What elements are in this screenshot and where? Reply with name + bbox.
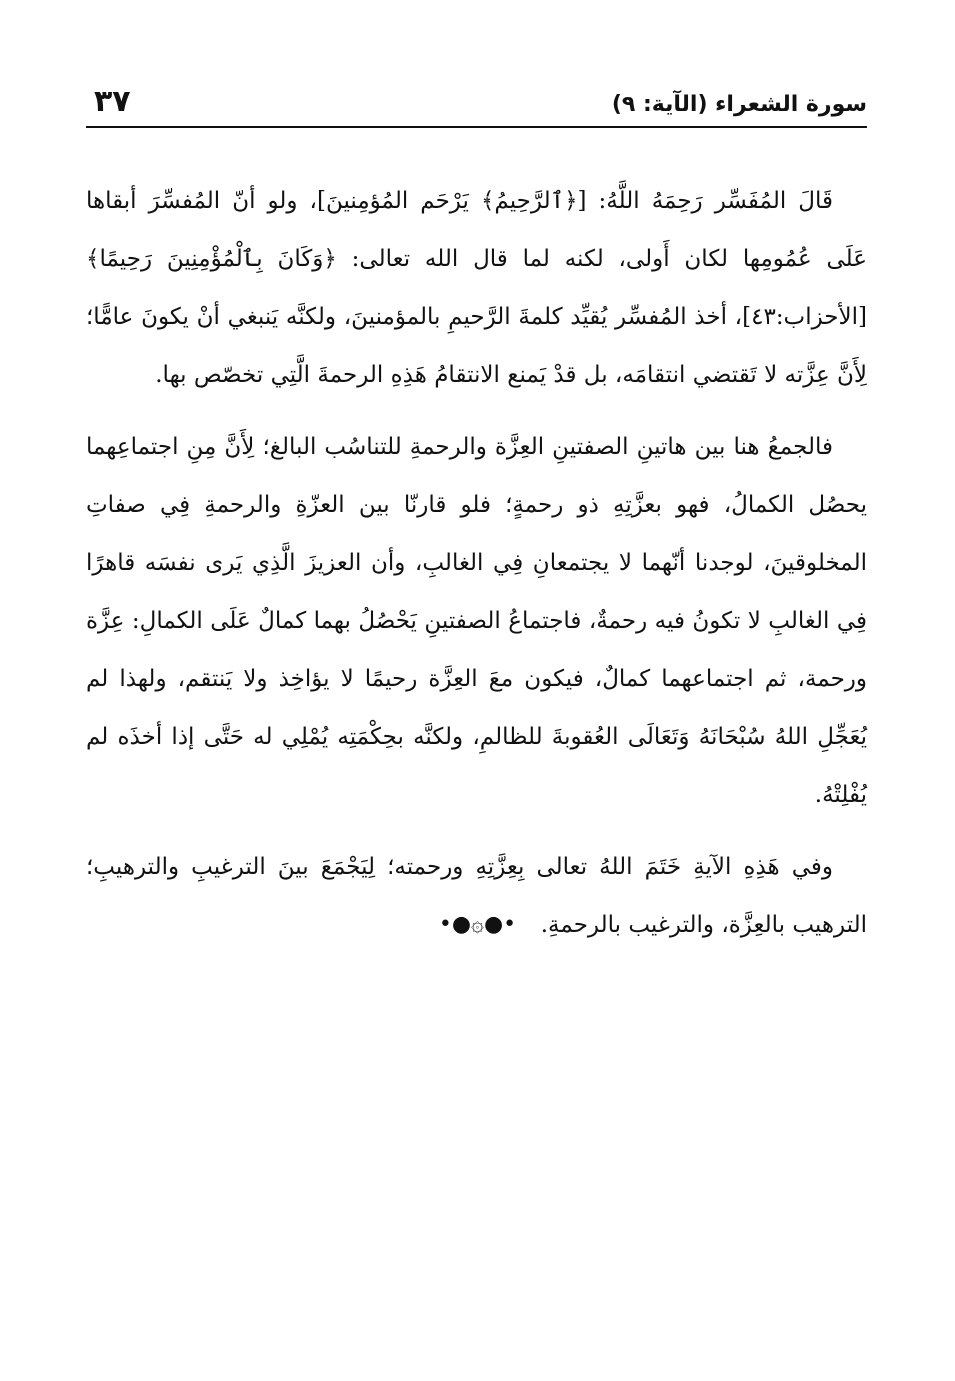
paragraph-2: فالجمعُ هنا بين هاتينِ الصفتينِ العِزَّة والرحمةِ للتناسُب البالغ؛ لِأَنَّ مِنِ اجتماعِهما يحصُل الكمالُ، فهو بعزَّتِهِ ذو رحمةٍ؛ فلو قارنّا بين العزّةِ والرحمةِ فِي صفاتِ المخلوقينَ، لوجدنا أنّهما لا يجتمعانِ فِي الغالبِ، وأن العزيزَ الَّذِي يَرى نفسَه قاهرًا فِي الغالبِ لا تكونُ فيه رحمةٌ، فاجتماعُ الصفتينِ يَحْصُلُ بهما كمالٌ عَلَى الكمالِ: عِزَّة ورحمة، ثم اجتماعهما كمالٌ، فيكون معَ العِزَّة رحيمًا لا يؤاخِذ ولا يَنتقم، ولهذا لم يُعَجِّلِ اللهُ سُبْحَانَهُ وَتَعَالَى العُقوبةَ للظالمِ، ولكنَّه بحِكْمَتِه يُمْلِي له حَتَّى إذا أخذَه لم يُفْلِتْهُ. bbox=[86, 434, 867, 808]
page-number: ٣٧ bbox=[94, 84, 131, 119]
section-end-ornament: •●۞●• bbox=[438, 912, 517, 937]
header-divider bbox=[86, 126, 867, 128]
paragraph-1: قَالَ المُفَسِّر رَحِمَهُ اللَّهُ: [﴿ٱلرَّحِيمُ﴾ يَرْحَم المُؤمِنينَ]، ولو أنّ المُفسِّرَ أبقاها عَلَى عُمُومِها لكان أَولى، لكنه لما قال الله تعالى: ﴿وَكَانَ بِٱلْمُؤْمِنِينَ رَحِيمًا﴾ [الأحزاب:٤٣]، أخذ المُفسِّر يُقيِّد كلمةَ الرَّحيمِ بالمؤمنينَ، ولكنَّه يَنبغي أنْ يكونَ عامًّا؛ لِأَنَّ عِزَّته لا تَقتضي انتقامَه، بل قدْ يَمنع الانتقامُ هَذِهِ الرحمةَ الَّتِي تخصّص بها. bbox=[86, 188, 867, 388]
paragraph-3: وفي هَذِهِ الآيةِ خَتَمَ اللهُ تعالى بِعِزَّتِهِ ورحمته؛ لِيَجْمَعَ بينَ الترغيبِ والترهيبِ؛ الترهيب بالعِزَّة، والترغيب بالرحمةِ. bbox=[86, 854, 867, 938]
surah-title: سورة الشعراء (الآية: ٩) bbox=[611, 92, 867, 117]
page-header bbox=[86, 82, 867, 126]
page-body bbox=[86, 172, 867, 968]
